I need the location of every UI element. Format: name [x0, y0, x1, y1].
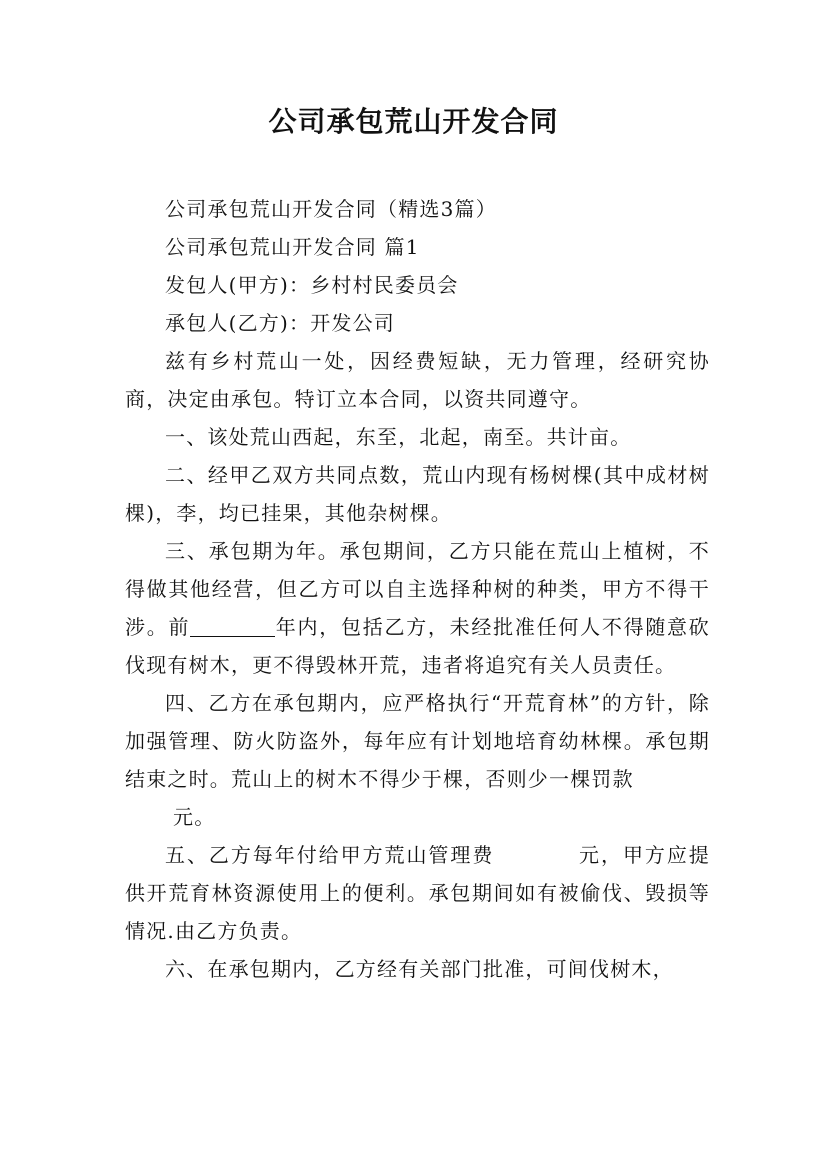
paragraph-heading-selection: 公司承包荒山开发合同（精选3篇）: [165, 197, 497, 221]
paragraph-section-title: 公司承包荒山开发合同 篇1: [165, 235, 420, 259]
document-title: 公司承包荒山开发合同: [268, 105, 559, 138]
clause-3-part-1: 三、承包期为年。承包期间，乙方只能在荒山上植树，不得做其他经营，但乙方可以自主选择种树的种类，甲方不得干涉。前: [125, 539, 710, 639]
paragraph-clause-2: 二、经甲乙双方共同点数，荒山内现有杨树棵(其中成材树棵)，李，均已挂果，其他杂树棵。: [125, 463, 710, 525]
clause-5-part-1: 五、乙方每年付给甲方荒山管理费: [165, 843, 495, 867]
paragraph-clause-5: [125, 836, 710, 950]
paragraph-party-a: 发包人(甲方)：乡村村民委员会: [165, 273, 459, 297]
paragraph-party-b: 承包人(乙方)：开发公司: [165, 311, 396, 335]
blank-line: [190, 616, 275, 637]
paragraph-clause-4-unit: 元。: [173, 805, 216, 829]
paragraph-clause-4: 四、乙方在承包期内，应严格执行“开荒育林”的方针，除加强管理、防火防盗外，每年应有计划地培育幼林棵。承包期结束之时。荒山上的树木不得少于棵，否则少一棵罚款: [125, 691, 710, 791]
paragraph-clause-3: [125, 532, 710, 684]
paragraph-clause-6: 六、在承包期内，乙方经有关部门批准，可间伐树木，: [165, 957, 674, 981]
clause-5-part-2: 元，甲方应提供开荒育林资源使用上的便利。承包期间如有被偷伐、毁损等情况.由乙方负责。: [125, 843, 711, 943]
clause-3-part-2: 年内，包括乙方，未经批准任何人不得随意砍伐现有树木，更不得毁林开荒，违者将追究有关人员责任。: [125, 615, 710, 677]
document-body: [125, 190, 710, 988]
paragraph-clause-1: 一、该处荒山西起，东至，北起，南至。共计亩。: [165, 425, 632, 449]
paragraph-preamble: 兹有乡村荒山一处，因经费短缺，无力管理，经研究协商，决定由承包。特订立本合同，以资共同遵守。: [125, 349, 710, 411]
